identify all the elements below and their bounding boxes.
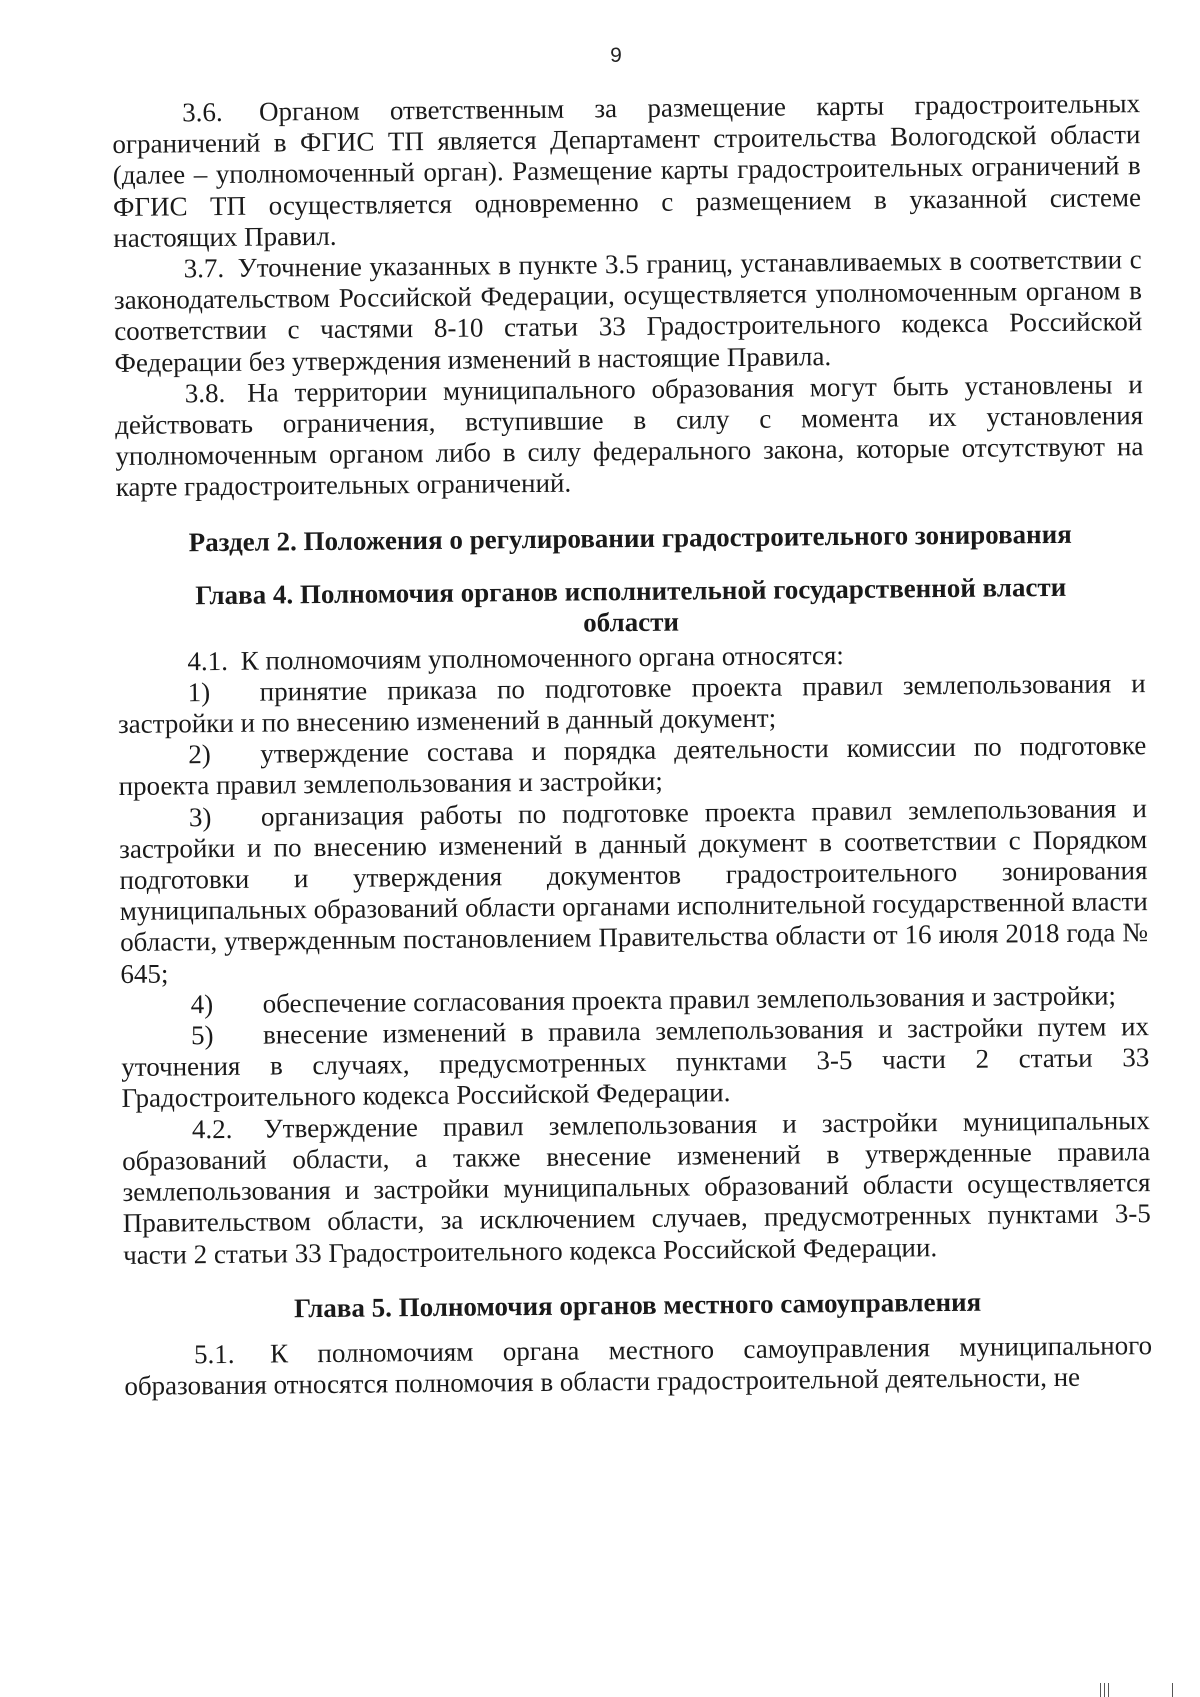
paragraph-text: К полномочиям органа местного самоуправления муниципального образования относятся полномочия в области градостроительной деятельности, не <box>124 1329 1153 1401</box>
chapter-4-heading: Глава 4. Полномочия органов исполнительной государственной власти области <box>195 571 1067 638</box>
paragraph-3-7 <box>113 244 1142 379</box>
section-2-heading: Раздел 2. Положения о регулировании градостроительного зонирования <box>188 518 1072 557</box>
paragraph-number: 3.6. <box>181 96 223 128</box>
paragraph-3-8 <box>115 369 1144 504</box>
list-item-2 <box>118 730 1147 802</box>
list-item-number: 2) <box>188 739 211 770</box>
list-item-number: 4) <box>190 988 214 1020</box>
paragraph-4-2 <box>122 1105 1151 1271</box>
chapter-5-heading: Глава 5. Полномочия органов местного самоуправления <box>293 1286 982 1324</box>
paragraph-5-1 <box>124 1330 1153 1402</box>
list-item-text: утверждение состава и порядка деятельности комиссии по подготовке проекта правил землепользования и застройки; <box>118 730 1147 802</box>
page-number: 9 <box>610 44 622 67</box>
list-item-1 <box>118 668 1147 740</box>
list-item-text: принятие приказа по подготовке проекта правил землепользования и застройки и по внесению изменений в данный документ; <box>117 667 1146 740</box>
paragraph-number: 3.7. <box>183 252 225 284</box>
paragraph-number: 5.1. <box>193 1338 235 1369</box>
list-item-number: 5) <box>190 1020 214 1051</box>
paragraph-text: На территории муниципального образования могут быть установлены и действовать ограничения, вступившие в силу с момента их установления уполномоченным органом либо в силу федерального закона, которые отсутствуют на карте градостроительных ограничений. <box>114 368 1144 503</box>
list-item-text: организация работы по подготовке проекта правил землепользования и застройки и по внесению изменений в данный документ в соответствии с Порядком подготовки и утверждения документов градостроительного зонирования муниципальных образований области органами исполнительной государственной власти области, утвержденным постановлением Правительства области от 16 июля 2018 года № 645; <box>119 792 1149 989</box>
list-item-5 <box>121 1011 1150 1114</box>
list-item-number: 3) <box>188 801 212 832</box>
paragraph-number: 4.2. <box>191 1113 233 1144</box>
scan-edge-marks <box>1100 1683 1180 1697</box>
paragraph-text: Утверждение правил землепользования и застройки муниципальных образований области, а также внесение изменений в утвержденные правила землепользования и застройки муниципальных образований области осуществляется Правительством области, за исключением случаев, предусмотренных пунктами 3-5 части 2 статьи 33 Градостроительного кодекса Российской Федерации. <box>122 1104 1151 1270</box>
list-item-3 <box>119 793 1149 990</box>
paragraph-number: 3.8. <box>184 377 226 409</box>
list-item-text: обеспечение согласования проекта правил землепользования и застройки; <box>262 980 1117 1019</box>
paragraph-text: К полномочиям уполномоченного органа относятся: <box>240 639 844 676</box>
paragraph-text: Органом ответственным за размещение карты градостроительных ограничений в ФГИС ТП является Департамент строительства Вологодской области (далее – уполномоченный орган). Размещение карты градостроительных ограничений в ФГИС ТП осуществляется одновременно с размещением в указанной системе настоящих Правил. <box>112 88 1142 253</box>
list-item-number: 1) <box>187 676 211 708</box>
paragraph-number: 4.1. <box>187 645 229 676</box>
list-item-text: внесение изменений в правила землепользования и застройки путем их уточнения в случаях, предусмотренных пунктами 3-5 части 2 статьи 33 Градостроительного кодекса Российской Федерации. <box>121 1011 1150 1114</box>
paragraph-3-6 <box>112 88 1141 254</box>
document-body <box>112 88 1152 1402</box>
paragraph-text: Уточнение указанных в пункте 3.5 границ, устанавливаемых в соответствии с законодательством Российской Федерации, осуществляется уполномоченным органом в соответствии с частями 8-10 статьи 33 Градостроительного кодекса Российской Федерации без утверждения изменений в настоящие Правила. <box>113 244 1143 378</box>
